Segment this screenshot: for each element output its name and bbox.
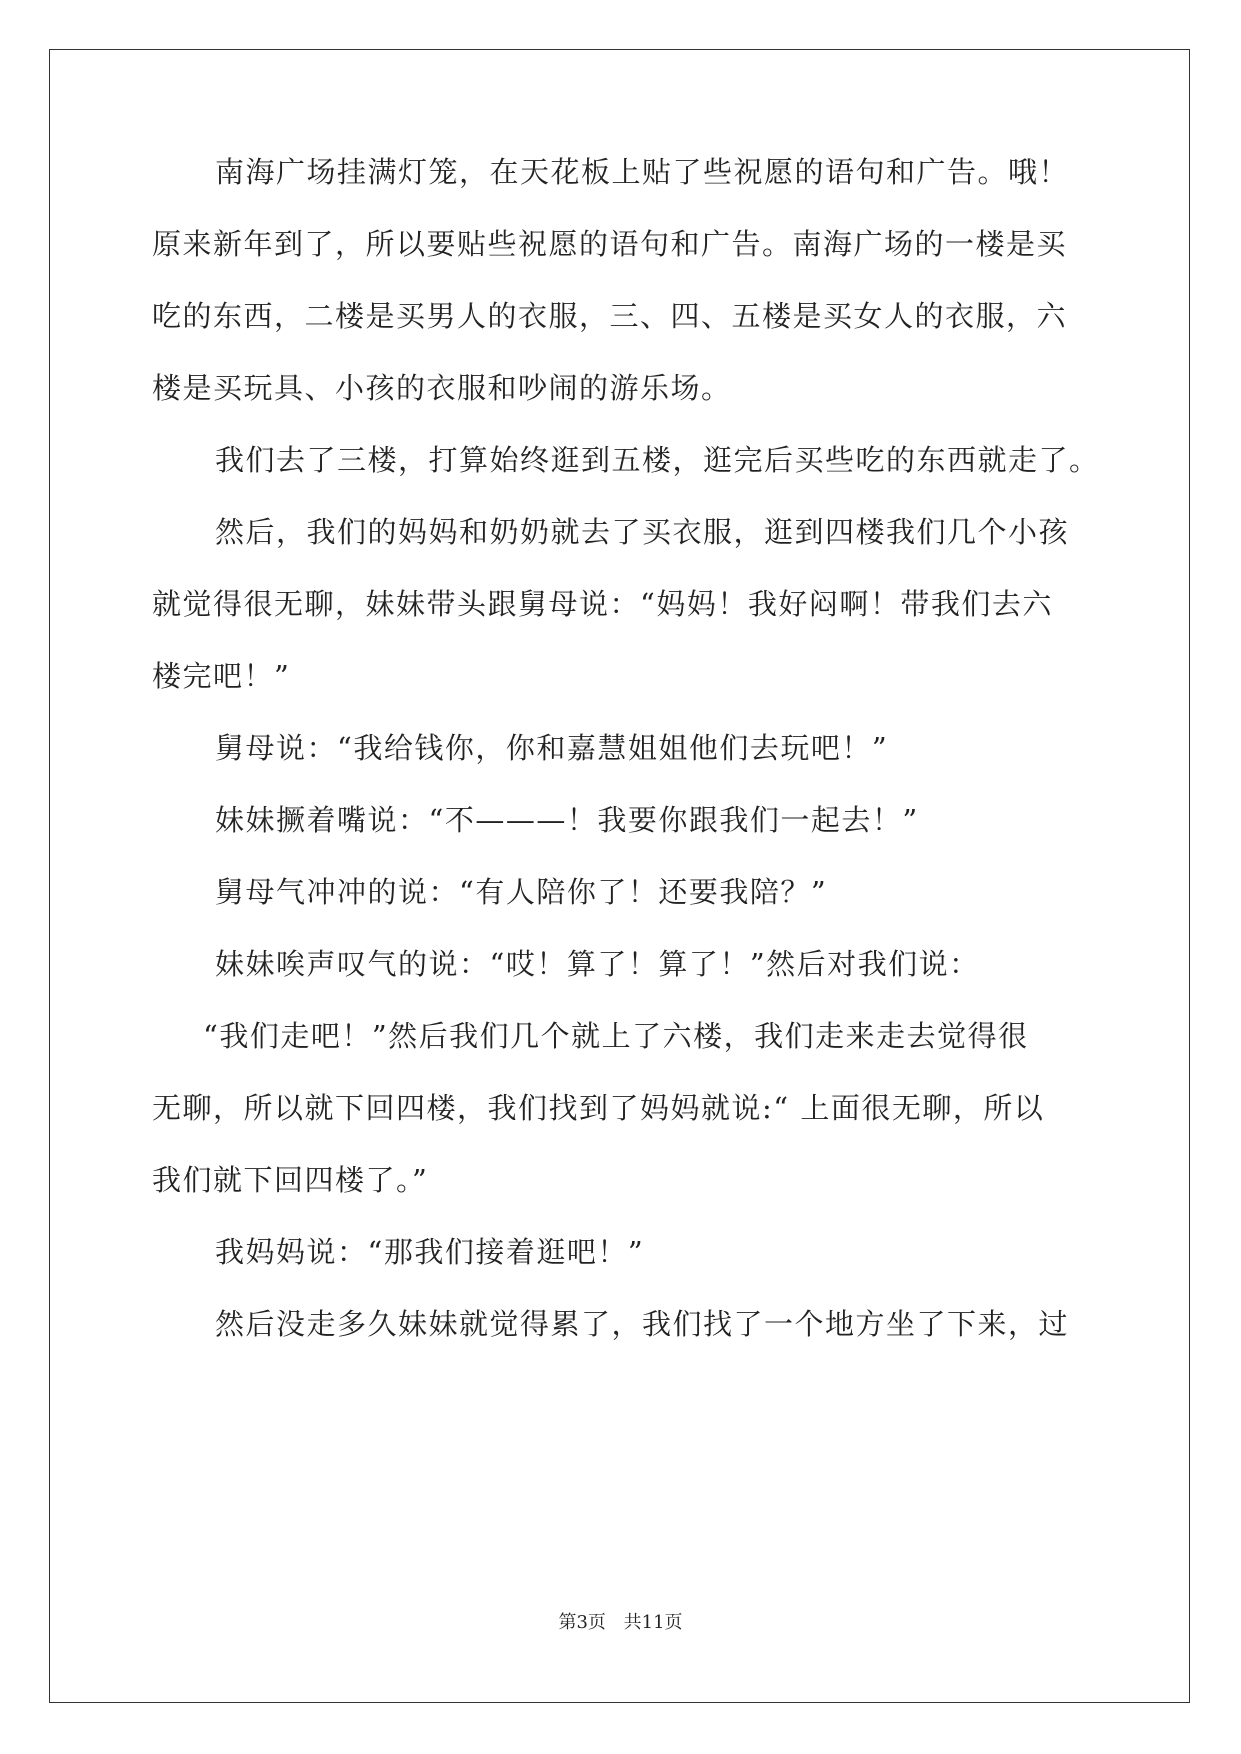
page-footer: [0, 1608, 1241, 1634]
text-line-14: 无聊，所以就下回四楼，我们找到了妈妈就说:“ 上面很无聊，所以: [152, 1091, 1045, 1125]
text-line-10: 妹妹撅着嘴说：“不———！我要你跟我们一起去！”: [215, 803, 919, 837]
text-line-7: 就觉得很无聊，妹妹带头跟舅母说：“妈妈！我好闷啊！带我们去六: [152, 587, 1053, 621]
page-number: 第3页: [558, 1612, 606, 1633]
text-line-15: 我们就下回四楼了。”: [152, 1163, 429, 1197]
text-line-3: 吃的东西，二楼是买男人的衣服，三、四、五楼是买女人的衣服，六: [152, 299, 1068, 333]
text-line-17: 然后没走多久妹妹就觉得累了，我们找了一个地方坐了下来，过: [215, 1307, 1070, 1341]
text-line-8: 楼完吧！”: [152, 659, 291, 693]
text-line-6: 然后，我们的妈妈和奶奶就去了买衣服，逛到四楼我们几个小孩: [215, 515, 1070, 549]
text-line-11: 舅母气冲冲的说：“有人陪你了！还要我陪？”: [215, 875, 828, 909]
text-line-9: 舅母说：“我给钱你，你和嘉慧姐姐他们去玩吧！”: [215, 731, 889, 765]
text-line-5: 我们去了三楼，打算始终逛到五楼，逛完后买些吃的东西就走了。: [215, 443, 1100, 477]
page-total: 共11页: [623, 1612, 683, 1633]
text-line-13: “我们走吧！”然后我们几个就上了六楼，我们走来走去觉得很: [203, 1019, 1029, 1053]
text-line-12: 妹妹唉声叹气的说：“哎！算了！算了！”然后对我们说：: [215, 947, 980, 981]
text-line-4: 楼是买玩具、小孩的衣服和吵闹的游乐场。: [152, 371, 732, 405]
text-line-16: 我妈妈说：“那我们接着逛吧！”: [215, 1235, 645, 1269]
text-line-1: 南海广场挂满灯笼，在天花板上贴了些祝愿的语句和广告。哦！: [215, 155, 1070, 189]
text-line-2: 原来新年到了，所以要贴些祝愿的语句和广告。南海广场的一楼是买: [152, 227, 1068, 261]
